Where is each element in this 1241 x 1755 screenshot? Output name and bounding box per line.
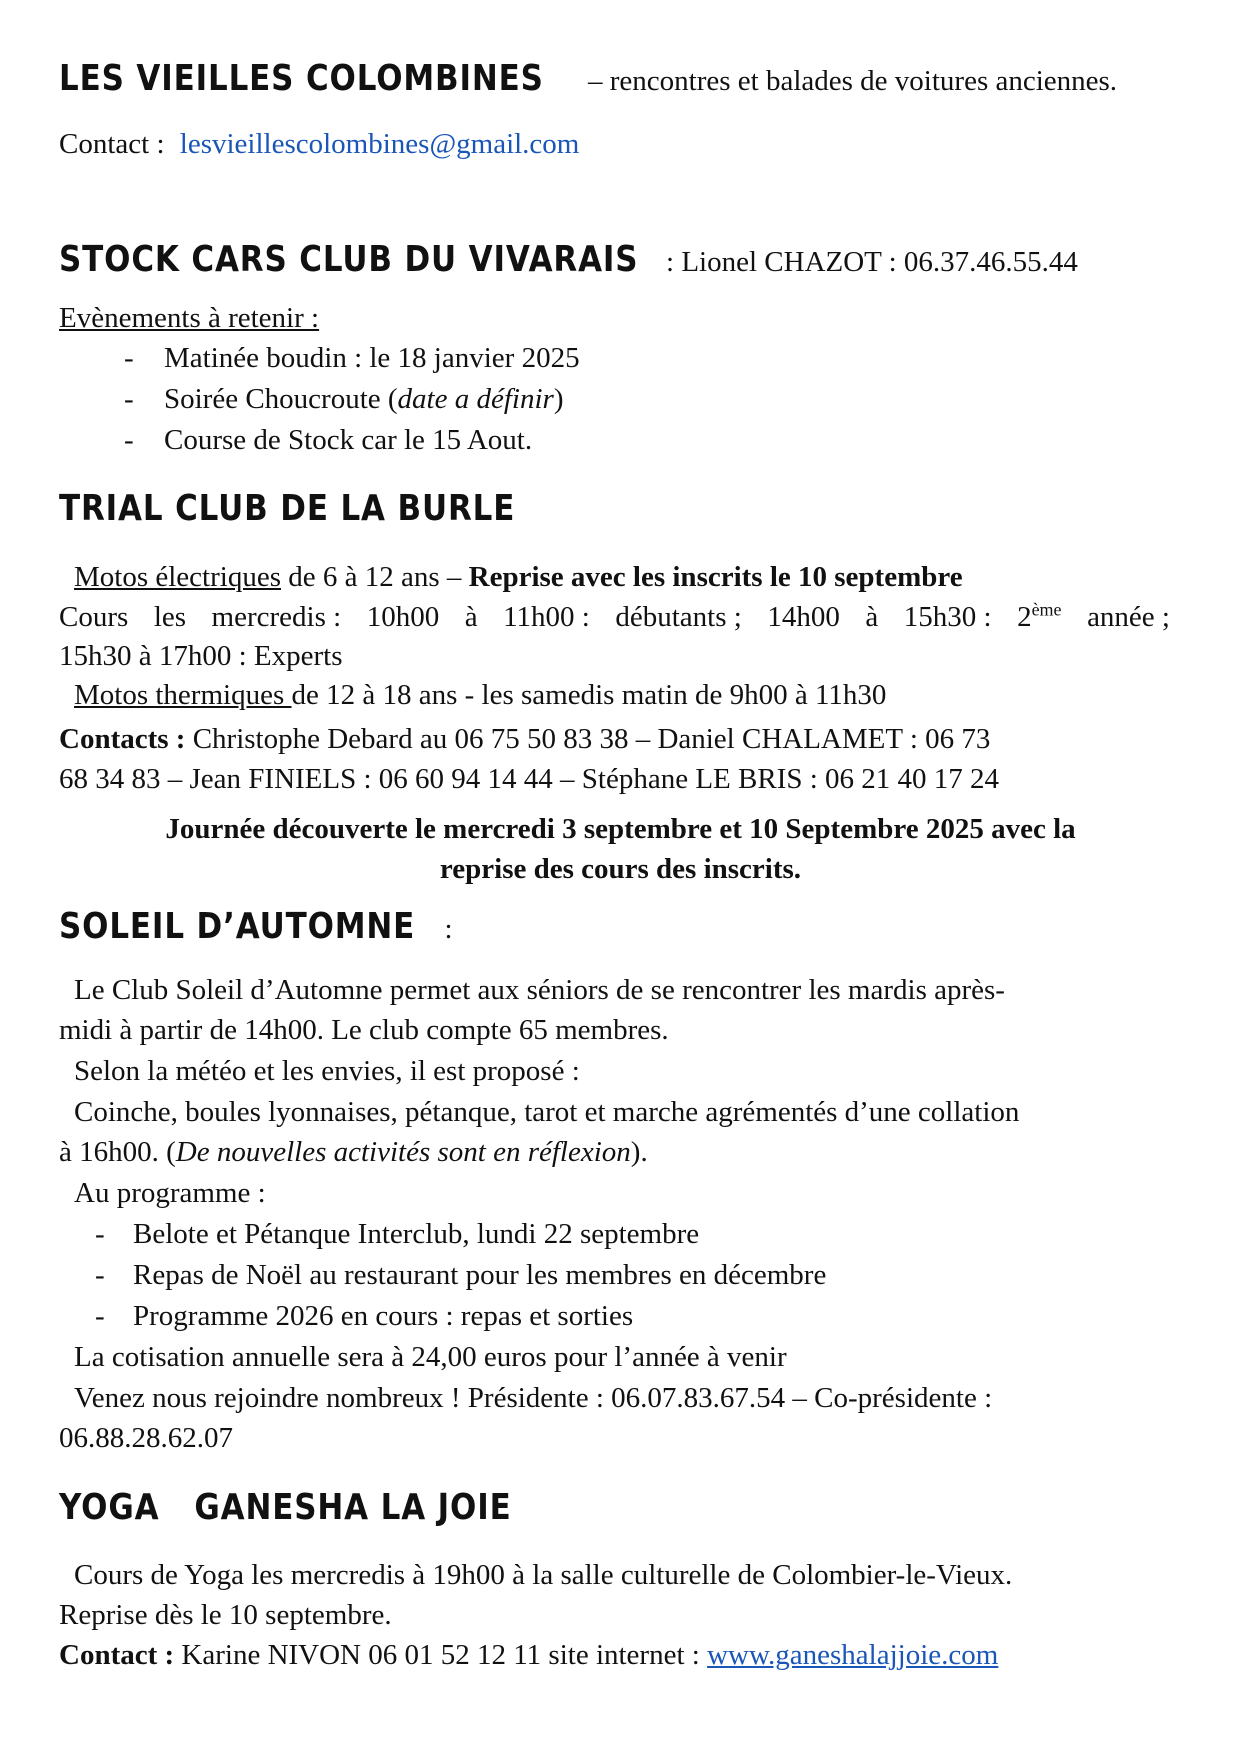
list-item: Programme 2026 en cours : repas et sorties [133, 1300, 634, 1332]
paragraph-line: 06.88.28.62.07 [59, 1422, 233, 1454]
section-title: TRIAL CLUB DE LA BURLE [59, 488, 516, 529]
list-dash: - [95, 1259, 105, 1291]
website-link[interactable]: www.ganeshalajjoie.com [707, 1639, 999, 1671]
paragraph-line: Reprise dès le 10 septembre. [59, 1599, 392, 1631]
word: mercredis : [211, 601, 342, 633]
list-item-text: Soirée Choucroute ( [164, 383, 398, 415]
section-trial-club-header [59, 488, 590, 529]
paragraph-line: Selon la météo et les envies, il est proposé : [74, 1055, 580, 1087]
trial-line-4 [74, 675, 886, 715]
paragraph-line: Venez nous rejoindre nombreux ! Présidente : 06.07.83.67.54 – Co-présidente : [74, 1382, 993, 1414]
section-yoga-header [59, 1487, 585, 1528]
list-item-close: ) [553, 383, 564, 415]
section-title-colon: : [437, 913, 453, 945]
word: 14h00 [767, 601, 840, 633]
email-link[interactable]: lesvieillescolombines@gmail.com [179, 128, 580, 160]
trial-line-2 [59, 597, 1170, 637]
contact-label: Contact : [59, 1639, 175, 1671]
section-contact: : Lionel CHAZOT : 06.37.46.55.44 [658, 246, 1078, 278]
list-item: Course de Stock car le 15 Aout. [164, 424, 533, 456]
section-vieilles-colombines-header [59, 59, 1117, 101]
trial-line-4-rest: de 12 à 18 ans - les samedis matin de 9h00 à 11h30 [291, 679, 887, 711]
list-dash: - [95, 1218, 105, 1250]
paragraph-line [59, 1132, 648, 1172]
contacts-text: Christophe Debard au 06 75 50 83 38 – Daniel CHALAMET : 06 73 [185, 723, 991, 755]
trial-line-1-bold: Reprise avec les inscrits le 10 septembre [468, 561, 963, 593]
trial-contacts-2: 68 34 83 – Jean FINIELS : 06 60 94 14 44 – Stéphane LE BRIS : 06 21 40 17 24 [59, 763, 1000, 795]
trial-line-1 [74, 557, 963, 597]
contact-label: Contact : [59, 128, 165, 160]
section-title: YOGA GANESHA LA JOIE [59, 1487, 512, 1528]
word: les [153, 601, 187, 633]
list-dash: - [95, 1300, 105, 1332]
word: Cours [59, 601, 129, 633]
contact-text: Karine NIVON 06 01 52 12 11 site internet : [174, 1639, 708, 1671]
list-item: Repas de Noël au restaurant pour les membres en décembre [133, 1259, 827, 1291]
section-stock-cars-header [59, 240, 1078, 282]
word: à [865, 601, 879, 633]
list-dash: - [124, 342, 134, 374]
motos-thermiques-label: Motos thermiques [74, 679, 292, 711]
paragraph-line: Cours de Yoga les mercredis à 19h00 à la salle culturelle de Colombier-le-Vieux. [74, 1559, 1013, 1591]
trial-contacts-1 [59, 719, 990, 759]
list-item: Matinée boudin : le 18 janvier 2025 [164, 342, 580, 374]
contact-line [59, 124, 579, 164]
section-subtitle: – rencontres et balades de voitures anciennes. [580, 65, 1118, 97]
paragraph-line: Au programme : [74, 1177, 266, 1209]
paragraph-line: La cotisation annuelle sera à 24,00 euros pour l’année à venir [74, 1341, 787, 1373]
trial-line-3: 15h30 à 17h00 : Experts [59, 640, 343, 672]
discovery-line-2: reprise des cours des inscrits. [439, 853, 802, 885]
section-title: SOLEIL D’AUTOMNE [59, 906, 416, 947]
paragraph-line: Coinche, boules lyonnaises, pétanque, tarot et marche agrémentés d’une collation [74, 1096, 1020, 1128]
list-item-italic: date a définir [397, 383, 554, 415]
word [1017, 597, 1061, 637]
section-soleil-automne-header [59, 907, 453, 949]
section-title: LES VIEILLES COLOMBINES [59, 58, 544, 99]
word: 10h00 [366, 601, 440, 633]
italic-text: De nouvelles activités sont en réflexion [175, 1136, 631, 1168]
paragraph-line: Le Club Soleil d’Automne permet aux séniors de se rencontrer les mardis après- [74, 974, 1005, 1006]
list-dash: - [124, 383, 134, 415]
motos-electriques-label: Motos électriques [74, 561, 281, 593]
discovery-line-1: Journée découverte le mercredi 3 septembre et 10 Septembre 2025 avec la [165, 813, 1076, 845]
word: année ; [1087, 601, 1170, 633]
text: ). [630, 1136, 648, 1168]
text: à 16h00. ( [59, 1136, 176, 1168]
events-label: Evènements à retenir : [59, 302, 320, 334]
trial-line-1-mid: de 6 à 12 ans – [280, 561, 469, 593]
word: 11h00 : [503, 601, 590, 633]
list-item [164, 379, 563, 419]
list-item: Belote et Pétanque Interclub, lundi 22 septembre [133, 1218, 700, 1250]
yoga-contact-line [59, 1635, 998, 1675]
list-dash: - [124, 424, 134, 456]
ordinal-suffix: ème [1031, 599, 1062, 620]
word: débutants ; [615, 601, 742, 633]
section-title: STOCK CARS CLUB DU VIVARAIS [59, 239, 639, 280]
word: 15h30 : [903, 601, 992, 633]
paragraph-line: midi à partir de 14h00. Le club compte 65 membres. [59, 1014, 669, 1046]
ordinal-number: 2 [1017, 601, 1032, 633]
contacts-label: Contacts : [59, 723, 186, 755]
word: à [464, 601, 478, 633]
